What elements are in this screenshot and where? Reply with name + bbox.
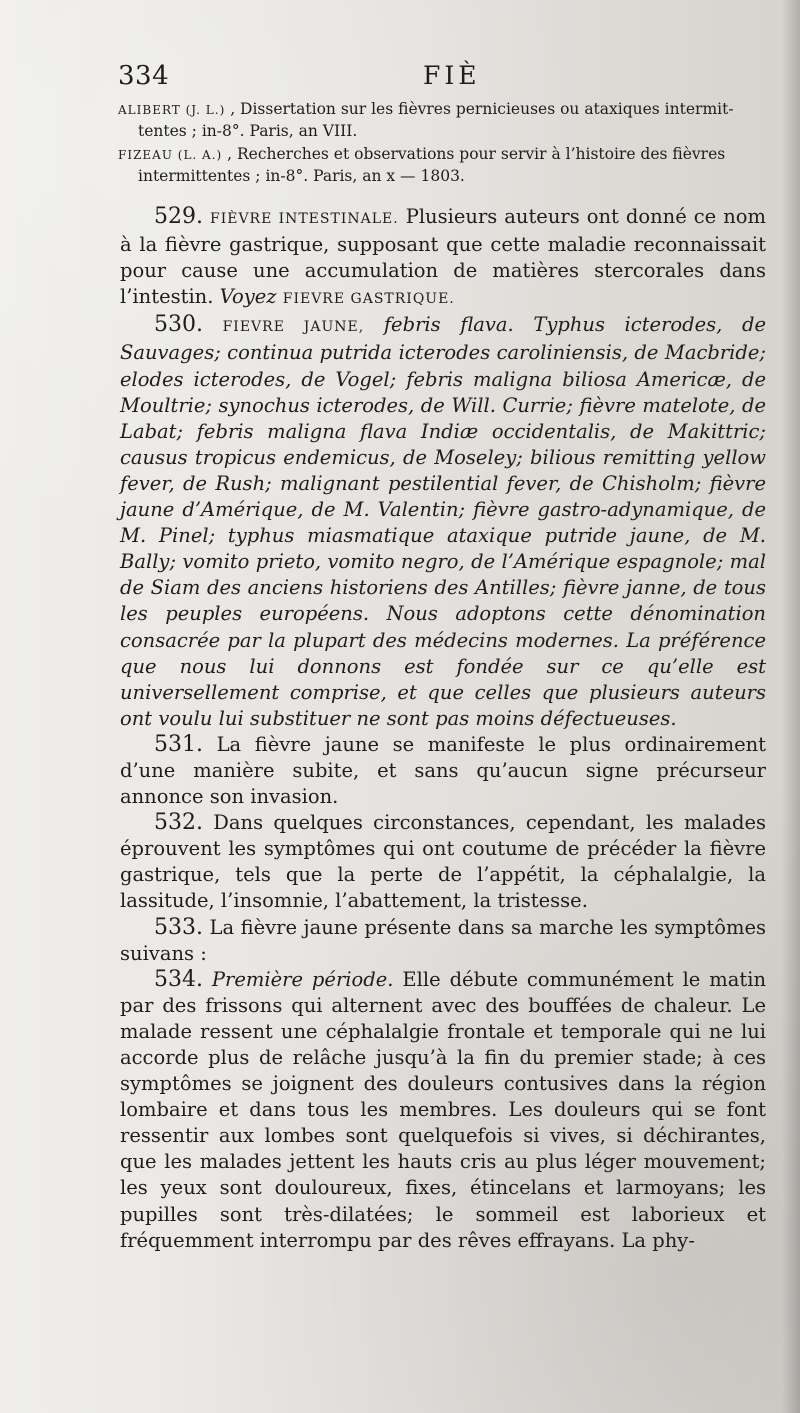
bibliography-author: ALIBERT (J. L.) (118, 103, 226, 117)
bibliography-continuation: intermittentes ; in-8°. Paris, an x — 1803. (138, 167, 465, 185)
cross-reference-intro: Voyez (219, 285, 277, 309)
paragraph-532 (120, 810, 766, 914)
bibliography-entry (118, 144, 758, 187)
bibliography (118, 99, 758, 189)
paragraph-text: Plusieurs auteurs ont donné ce nom à la fièvre gastrique, supposant que cette maladie reconnaissait pour cause une accumulation de matières stercorales dans l’intestin. (120, 205, 766, 309)
paragraph-text: La fièvre jaune présente dans sa marche les symptômes suivans : (120, 915, 767, 965)
paragraph-533 (120, 915, 766, 967)
paragraph-label: FIÈVRE INTESTINALE. (209, 211, 399, 227)
paragraph-number: 529. (154, 204, 203, 229)
paragraph-label: FIEVRE JAUNE, (222, 319, 365, 336)
bibliography-entry (118, 99, 758, 142)
paragraph-number: 534. (154, 966, 203, 992)
paragraph-534 (120, 967, 766, 1254)
paragraph-title: Première période. (211, 967, 394, 991)
paragraph-number: 532. (154, 810, 203, 836)
paragraph-531 (120, 732, 766, 810)
bibliography-text: , Dissertation sur les fièvres pernicieuses ou ataxiques intermit- (230, 100, 734, 118)
main-text (120, 204, 766, 1254)
paragraph-text: La fièvre jaune se manifeste le plus ordinairement d’une manière subite, et sans qu’aucun signe précurseur annonce son invasion. (120, 732, 767, 809)
paragraph-number: 530. (154, 312, 203, 338)
bibliography-continuation: tentes ; in-8°. Paris, an VIII. (138, 122, 358, 140)
cross-reference: FIEVRE GASTRIQUE. (282, 291, 455, 308)
running-head: FIÈ (423, 61, 481, 90)
page-number: 334 (118, 61, 170, 91)
paragraph-text: Dans quelques circonstances, cependant, les malades éprouvent les symptômes qui ont coutume de précéder la fièvre gastrique, tels que la perte de l’appétit, la céphalalgie, la lassitude, l’insomnie, l’abattement, la tristesse. (120, 811, 766, 913)
paragraph-530 (120, 312, 766, 732)
paragraph-text: febris flava. Typhus icterodes, de Sauvages; continua putrida icterodes caroliniensis, de Macbride; elodes icterodes, de Vogel; febris maligna biliosa Americæ, de Moultrie; synochus icterodes, de Will. Currie; fièvre matelote, de Labat; febris maligna flava Indiæ occidentalis, de Makittric; causus tropicus endemicus, de Moseley; bilious remitting yellow fever, de Rush; malignant pestilential fever, de Chisholm; fièvre jaune d’Amérique, de M. Valentin; fièvre gastro-adynamique, de M. Pinel; typhus miasmatique ataxique putride jaune, de M. Bally; vomito prieto, vomito negro, de l’Amérique espagnole; mal de Siam des anciens historiens des Antilles; fièvre janne, de tous les peuples européens. Nous adoptons cette dénomination consacrée par la plupart des médecins modernes. La préférence que nous lui donnons est fondée sur ce qu’elle est universellement comprise, et que celles que plusieurs auteurs ont voulu lui substituer ne sont pas moins défectueuses. (120, 313, 766, 730)
paragraph-number: 533. (154, 914, 203, 940)
page-header (118, 61, 758, 93)
paragraph-number: 531. (154, 731, 203, 757)
paragraph-text: Elle débute communément le matin par des frissons qui alternent avec des bouffées de chaleur. Le malade ressent une céphalalgie frontale et temporale qui ne lui accorde plus de relâche jusqu’à la fin du premier stade; à ces symptômes se joignent des douleurs contusives dans la région lombaire et dans tous les membres. Les douleurs qui se font ressentir aux lombes sont quelquefois si vives, si déchirantes, que les malades jettent les hauts cris au plus léger mouvement; les yeux sont douloureux, fixes, étincelans et larmoyans; les pupilles sont très-dilatées; le sommeil est laborieux et fréquemment interrompu par des rêves effrayans. La phy- (120, 967, 767, 1252)
paragraph-529 (120, 204, 766, 312)
bibliography-author: FIZEAU (L. A.) (118, 148, 223, 162)
bibliography-text: , Recherches et observations pour servir à l’histoire des fièvres (227, 145, 726, 163)
page-edge-shadow (782, 0, 800, 1413)
